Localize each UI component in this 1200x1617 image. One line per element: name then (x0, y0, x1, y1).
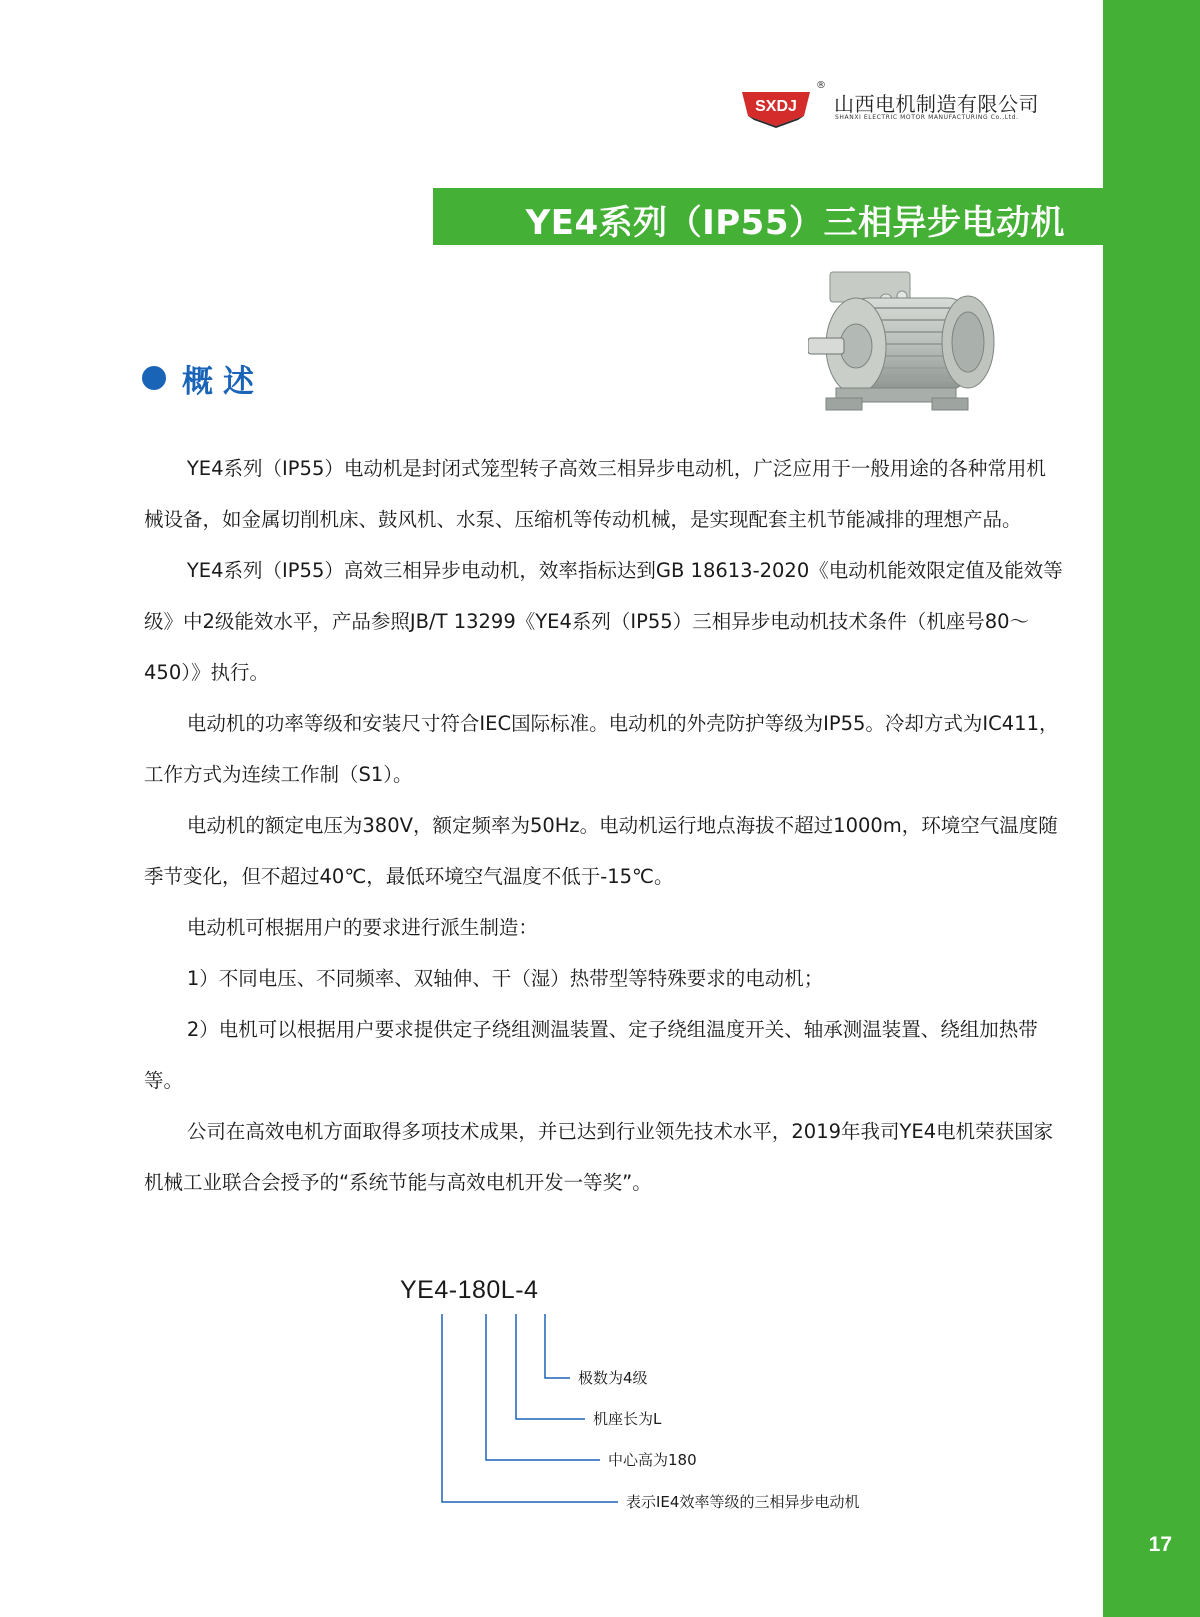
label-frame-length: 机座长为L (593, 1410, 662, 1428)
label-poles: 极数为4级 (578, 1369, 648, 1387)
page-number: 17 (1148, 1533, 1172, 1556)
paragraph: YE4系列（IP55）电动机是封闭式笼型转子高效三相异步电动机，广泛应用于一般用途的各种常用机械设备，如金属切削机床、鼓风机、水泵、压缩机等传动机械，是实现配套主机节能减排的理想产品。 (144, 457, 1046, 531)
paragraph: 电动机可根据用户的要求进行派生制造： (186, 916, 538, 939)
paragraph: 公司在高效电机方面取得多项技术成果，并已达到行业领先技术水平，2019年我司YE4电机荣获国家机械工业联合会授予的“系统节能与高效电机开发一等奖”。 (144, 1120, 1054, 1194)
registered-mark: ® (816, 80, 826, 91)
svg-text:SXDJ: SXDJ (755, 98, 797, 115)
sxdj-logo-icon (738, 86, 814, 128)
company-name-en: SHANXI ELECTRIC MOTOR MANUFACTURING Co.,Ltd. (835, 114, 1019, 121)
page-title: YE4系列（IP55）三相异步电动机 (525, 203, 1065, 243)
overview-text (144, 443, 1064, 1208)
model-code: YE4-180L-4 (400, 1276, 539, 1304)
company-logo (738, 80, 1048, 130)
bullet-dot-icon (142, 366, 166, 390)
leader-line-length (516, 1314, 585, 1419)
model-designation-diagram (400, 1310, 920, 1510)
paragraph: 1）不同电压、不同频率、双轴伸、干（湿）热带型等特殊要求的电动机； (186, 967, 824, 990)
label-efficiency-class: 表示IE4效率等级的三相异步电动机 (626, 1493, 860, 1510)
motor-image (808, 270, 998, 420)
leader-line-series (442, 1314, 618, 1502)
leader-line-height (486, 1314, 600, 1460)
title-band (433, 188, 1103, 245)
company-name-cn: 山西电机制造有限公司 (834, 92, 1039, 116)
label-center-height: 中心高为180 (608, 1451, 697, 1469)
leader-line-poles (545, 1314, 570, 1378)
paragraph: 电动机的功率等级和安装尺寸符合IEC国际标准。电动机的外壳防护等级为IP55。冷却方式为IC411，工作方式为连续工作制（S1）。 (144, 712, 1059, 786)
paragraph: 电动机的额定电压为380V，额定频率为50Hz。电动机运行地点海拔不超过1000m，环境空气温度随季节变化，但不超过40℃，最低环境空气温度不低于-15℃。 (144, 814, 1058, 888)
section-header (142, 356, 264, 400)
section-title: 概述 (182, 363, 264, 400)
side-green-bar (1103, 0, 1200, 1617)
paragraph: 2）电机可以根据用户要求提供定子绕组测温装置、定子绕组温度开关、轴承测温装置、绕组加热带等。 (144, 1018, 1038, 1092)
paragraph: YE4系列（IP55）高效三相异步电动机，效率指标达到GB 18613-2020《电动机能效限定值及能效等级》中2级能效水平，产品参照JB/T 13299《YE4系列（IP55）三相异步电动机技术条件（机座号80～450）》执行。 (144, 559, 1063, 684)
